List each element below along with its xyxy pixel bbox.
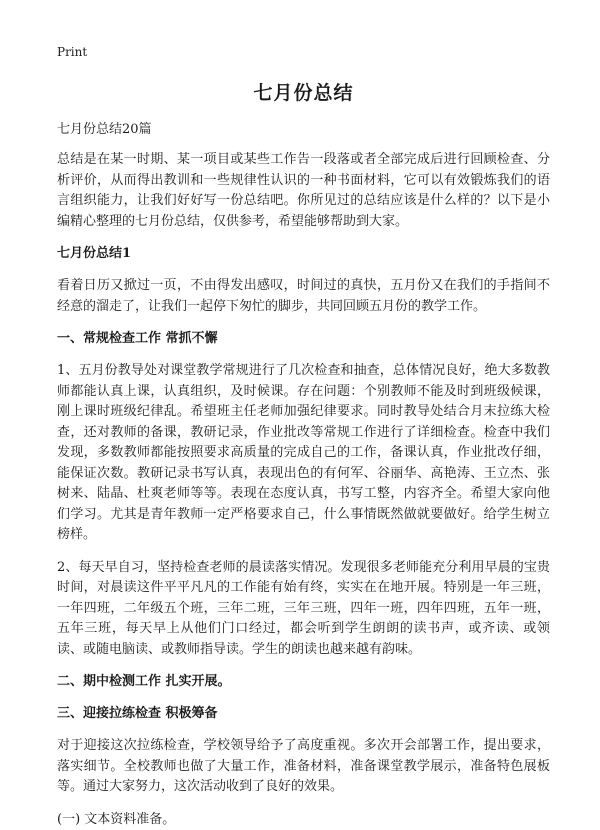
paragraph-morning-reading: 2、每天早自习，坚持检查老师的晨读落实情况。发现很多老师能充分利用早晨的宝贵时间，对晨读这件平平凡凡的工作能有始有终，实实在在地开展。特别是一年三班，一年四班，二年级五个班，三年二班，三年三班，四年一班，四年四班，五年一班，五年三班，每天早上从他们门口经过，都会听到学生朗朗的读书声，或齐读、或领读、或随电脑读、或教师指导读。学生的朗读也越来越有韵味。 [57,558,550,661]
subsection-heading-midterm: 二、期中检测工作 扎实开展。 [57,672,550,692]
paragraph-inspection-prep: 对于迎接这次拉练检查，学校领导给予了高度重视。多次开会部署工作，提出要求，落实细节。全校教师也做了大量工作，准备材料，准备课堂教学展示，准备特色展板等。通过大家努力，这次活动收到了良好的效果。 [57,736,550,798]
intro-paragraph: 总结是在某一时期、某一项目或某些工作告一段落或者全部完成后进行回顾检查、分析评价，从而得出教训和一些规律性认识的一种书面材料，它可以有效锻炼我们的语言组织能力，让我们好好写一份总结吧。你所见过的总结应该是什么样的？以下是小编精心整理的七月份总结，仅供参考，希望能够帮助到大家。 [57,150,550,232]
paragraph-text-materials: (一) 文本资料准备。 [57,810,550,830]
paragraph-classroom-check: 1、五月份教导处对课堂教学常规进行了几次检查和抽查，总体情况良好，绝大多数教师都能认真上课，认真组织，及时候课。存在问题：个别教师不能及时到班级候课，刚上课时班级纪律乱。希望班主任老师加强纪律要求。同时教导处结合月末拉练大检查，还对教师的备课，教研记录，作业批改等常规工作进行了详细检查。检查中我们发现，多数教师都能按照要求高质量的完成自己的工作，备课认真，作业批改仔细，能保证次数。教研记录书写认真，表现出色的有何军、谷丽华、高艳涛、王立杰、张树来、陆晶、杜爽老师等等。表现在态度认真，书写工整，内容齐全。希望大家向他们学习。尤其是青年教师一定严格要求自己，什么事情既然做就要做好。给学生树立榜样。 [57,361,550,546]
subsection-heading-inspection: 三、迎接拉练检查 积极筹备 [57,704,550,724]
section-intro-paragraph: 看着日历又掀过一页，不由得发出感叹，时间过的真快，五月份又在我们的手指间不经意的溜走了，让我们一起停下匆忙的脚步，共同回顾五月份的教学工作。 [57,276,550,317]
document-subtitle: 七月份总结20篇 [57,120,550,140]
subsection-heading-routine-check: 一、常规检查工作 常抓不懈 [57,329,550,349]
section-heading: 七月份总结1 [57,244,550,264]
print-link[interactable]: Print [57,44,550,60]
page-title: 七月份总结 [57,80,550,106]
